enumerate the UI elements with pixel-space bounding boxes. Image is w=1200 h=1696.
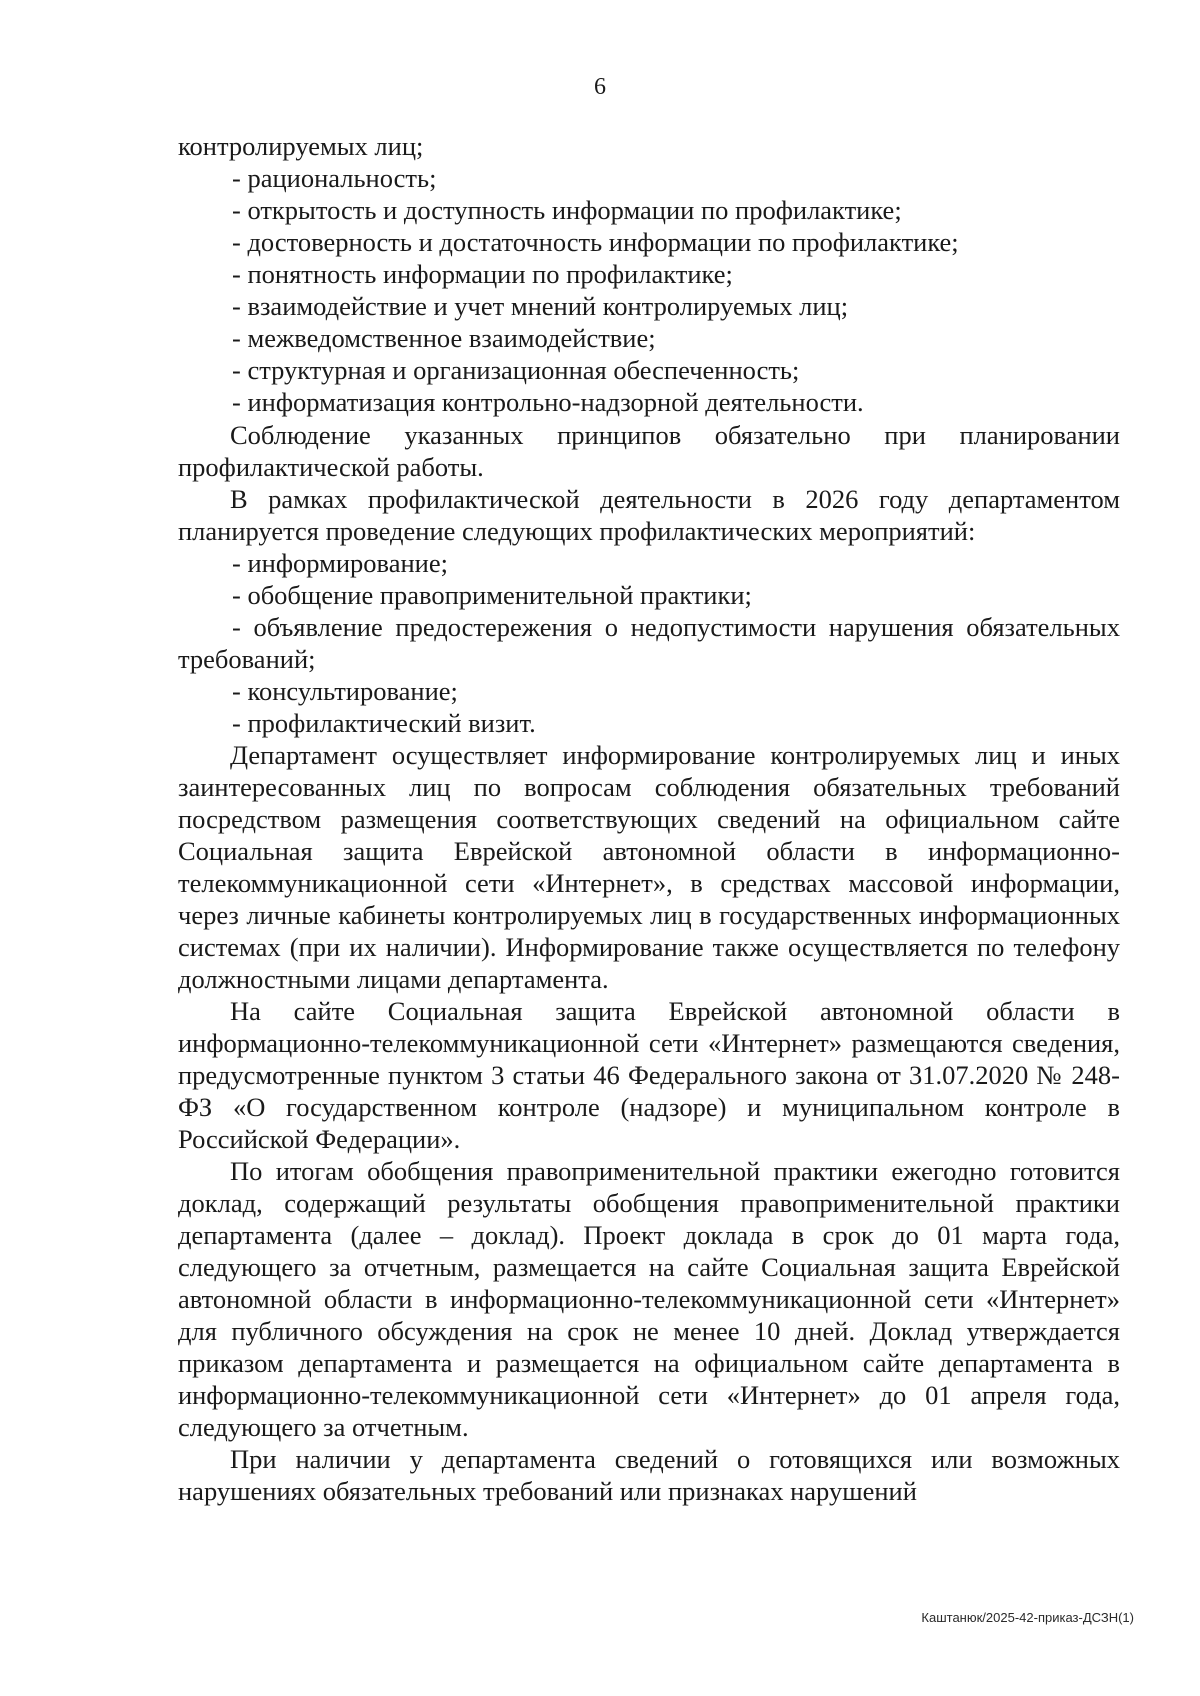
list-item: - межведомственное взаимодействие; <box>232 323 656 353</box>
intro-line: контролируемых лиц; <box>178 131 424 161</box>
list-item: - структурная и организационная обеспеченность; <box>232 355 800 385</box>
list-item: - достоверность и достаточность информации по профилактике; <box>232 227 959 257</box>
site-info-paragraph: На сайте Социальная защита Еврейской автономной области в информационно-телекоммуникационной сети «Интернет» размещаются сведения, предусмотренные пунктом 3 статьи 46 Федерального закона от 31.07.2020 № 248-ФЗ «О государственном контроле (надзоре) и муниципальном контроле в Российской Федерации». <box>178 996 1120 1154</box>
list-item: - рациональность; <box>232 163 437 193</box>
list-item: - понятность информации по профилактике; <box>232 259 733 289</box>
list-item: - консультирование; <box>232 676 458 706</box>
plan-intro-paragraph: В рамках профилактической деятельности в 2026 году департаментом планируется проведение следующих профилактических мероприятий: <box>178 484 1120 546</box>
list-item: - информирование; <box>232 548 448 578</box>
violations-paragraph: При наличии у департамента сведений о готовящихся или возможных нарушениях обязательных требований или признаках нарушений <box>178 1444 1120 1506</box>
compliance-paragraph: Соблюдение указанных принципов обязательно при планировании профилактической работы. <box>178 420 1120 482</box>
list-item: - информатизация контрольно-надзорной деятельности. <box>232 387 864 417</box>
measures-list <box>178 547 1120 739</box>
document-body <box>178 130 1120 1507</box>
list-item: - профилактический визит. <box>232 708 536 738</box>
list-item: - объявление предостережения о недопустимости нарушения обязательных требований; <box>178 612 1120 674</box>
document-reference: Каштанюк/2025-42-приказ-ДСЗН(1) <box>921 1610 1134 1625</box>
list-item: - обобщение правоприменительной практики; <box>232 580 752 610</box>
report-paragraph: По итогам обобщения правоприменительной практики ежегодно готовится доклад, содержащий результаты обобщения правоприменительной практики департамента (далее – доклад). Проект доклада в срок до 01 марта года, следующего за отчетным, размещается на сайте Социальная защита Еврейской автономной области в информационно-телекоммуникационной сети «Интернет» для публичного обсуждения на срок не менее 10 дней. Доклад утверждается приказом департамента и размещается на официальном сайте департамента в информационно-телекоммуникационной сети «Интернет» до 01 апреля года, следующего за отчетным. <box>178 1156 1120 1442</box>
page-number: 6 <box>594 74 606 100</box>
informing-paragraph: Департамент осуществляет информирование контролируемых лиц и иных заинтересованных лиц по вопросам соблюдения обязательных требований посредством размещения соответствующих сведений на официальном сайте Социальная защита Еврейской автономной области в информационно-телекоммуникационной сети «Интернет», в средствах массовой информации, через личные кабинеты контролируемых лиц в государственных информационных системах (при их наличии). Информирование также осуществляется по телефону должностными лицами департамента. <box>178 740 1120 994</box>
list-item: - открытость и доступность информации по профилактике; <box>232 195 902 225</box>
principles-list <box>178 162 1120 418</box>
list-item: - взаимодействие и учет мнений контролируемых лиц; <box>232 291 849 321</box>
